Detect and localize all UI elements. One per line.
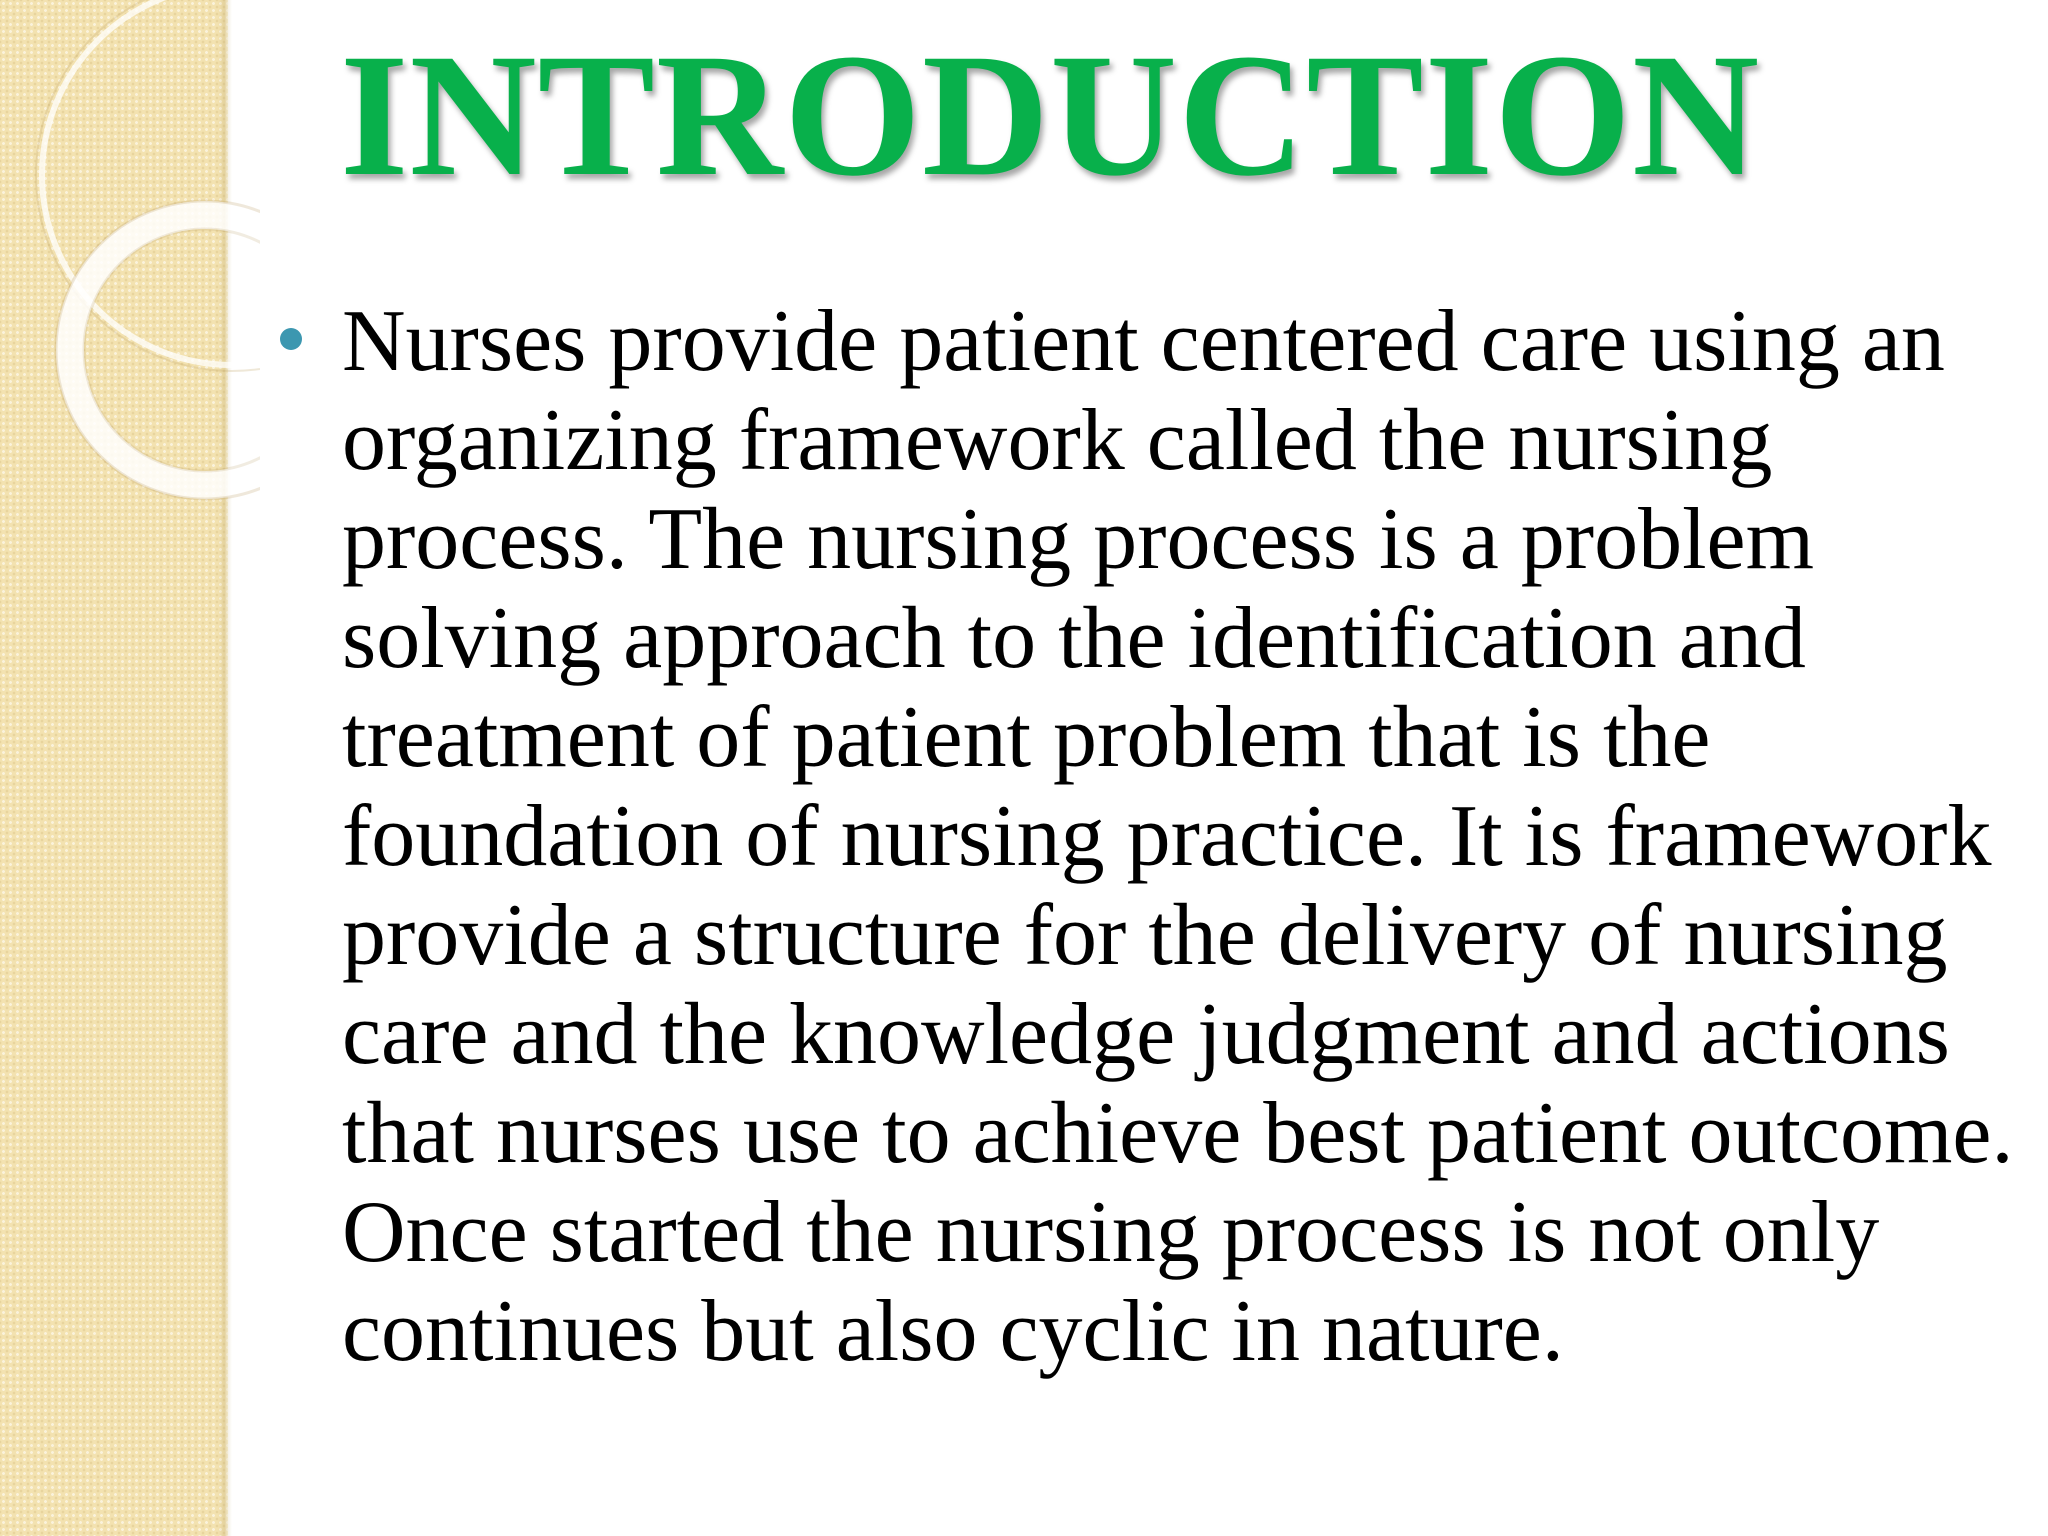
slide-title: INTRODUCTION <box>340 18 1761 213</box>
decorative-rings <box>0 0 260 520</box>
bullet-dot-icon <box>280 328 302 350</box>
bullet-text: Nurses provide patient centered care using an organizing framework called the nursing process. The nursing process is a problem solving approach to the identification and treatment of patient problem that is the foundation of nursing practice. It is framework provide a structure for the delivery of nursing care and the knowledge judgment and actions that nurses use to achieve best patient outcome. Once started the nursing process is not only continues but also cyclic in nature. <box>342 293 2014 1380</box>
